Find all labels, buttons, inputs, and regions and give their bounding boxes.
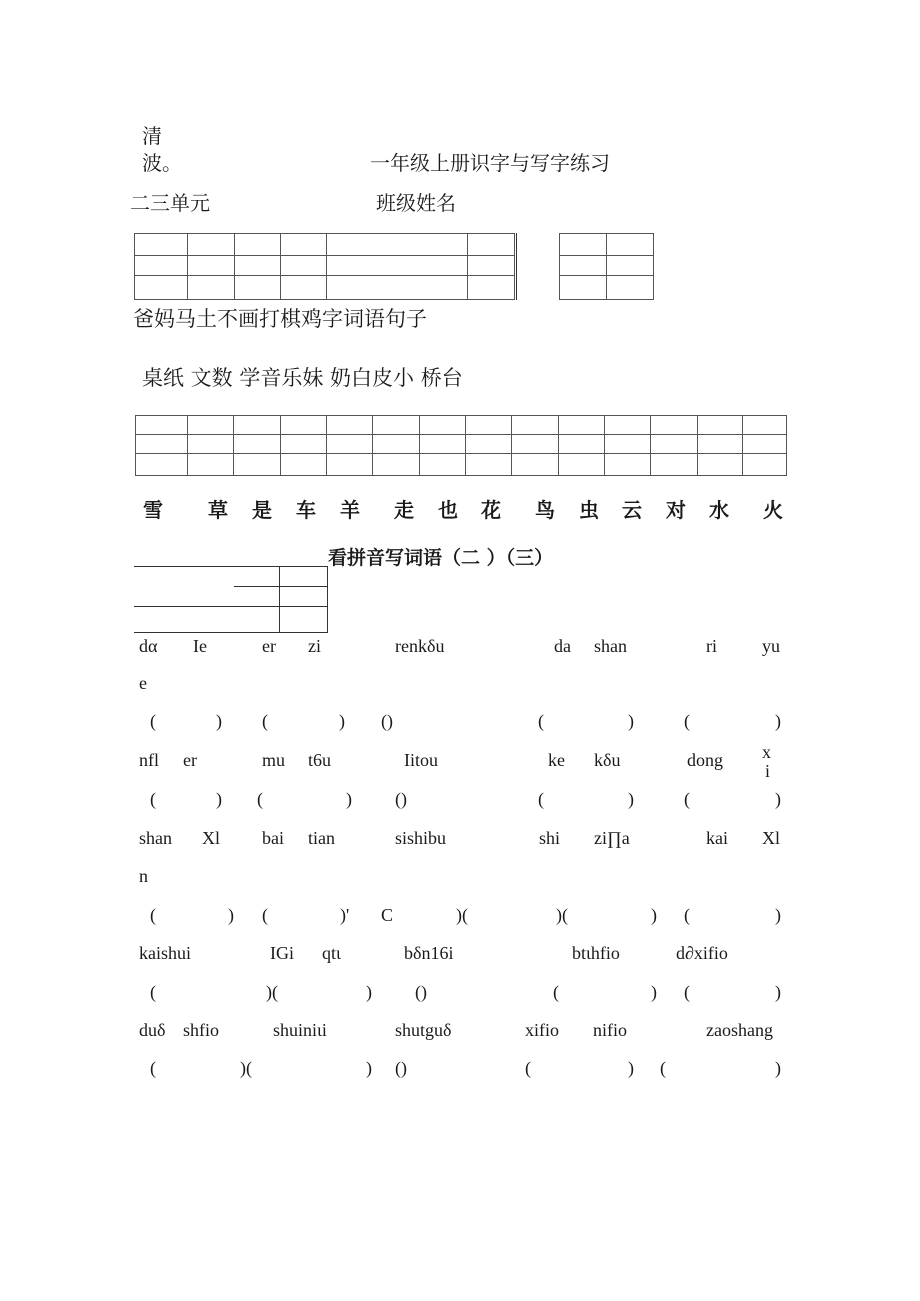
answer-paren: ) bbox=[216, 711, 222, 731]
grid-cut-edge-right bbox=[556, 300, 656, 303]
answer-paren: ) bbox=[651, 982, 657, 1002]
answer-paren: ) bbox=[775, 905, 781, 925]
table-line bbox=[134, 632, 328, 633]
answer-paren: ( bbox=[150, 1058, 156, 1078]
pinyin: da bbox=[554, 636, 571, 656]
table-line bbox=[234, 586, 328, 587]
answer-paren: ) bbox=[216, 789, 222, 809]
answer-paren: () bbox=[415, 982, 427, 1002]
answer-paren: ( bbox=[262, 905, 268, 925]
word-line-2: 桌纸 文数 学音乐妹 奶白皮小 桥台 bbox=[142, 366, 463, 390]
pinyin: er bbox=[262, 636, 276, 656]
answer-paren: ) bbox=[775, 789, 781, 809]
header-left-line2: 波。 bbox=[142, 151, 182, 175]
pinyin: qtι bbox=[322, 943, 341, 963]
table-line bbox=[327, 566, 328, 632]
bold-char: 水 bbox=[709, 498, 729, 522]
answer-paren: ( bbox=[684, 711, 690, 731]
pinyin: e bbox=[139, 673, 147, 693]
pinyin: er bbox=[183, 750, 197, 770]
pinyin: kai bbox=[706, 828, 728, 848]
header-left-line1: 清 bbox=[142, 124, 162, 148]
answer-paren: ) bbox=[366, 982, 372, 1002]
class-name-label: 班级姓名 bbox=[376, 191, 456, 215]
answer-paren: ) bbox=[775, 982, 781, 1002]
answer-paren: ) bbox=[628, 789, 634, 809]
pinyin: shfio bbox=[183, 1020, 219, 1040]
pinyin: btιhfio bbox=[572, 943, 620, 963]
answer-paren: ) bbox=[651, 905, 657, 925]
answer-paren: ( bbox=[538, 789, 544, 809]
pinyin: shi bbox=[539, 828, 561, 848]
answer-paren: ) bbox=[366, 1058, 372, 1078]
pinyin: IGi bbox=[270, 943, 294, 963]
answer-paren: () bbox=[381, 711, 393, 731]
answer-paren: ) bbox=[228, 905, 234, 925]
pinyin: tian bbox=[308, 828, 335, 848]
bold-char: 羊 bbox=[340, 498, 360, 522]
answer-paren: )( bbox=[556, 905, 568, 925]
section-title: 看拼音写词语（二 ）（三） bbox=[328, 547, 554, 569]
answer-paren: ( bbox=[525, 1058, 531, 1078]
answer-paren: )( bbox=[266, 982, 278, 1002]
pinyin: Iitou bbox=[404, 750, 438, 770]
bold-char: 花 bbox=[481, 498, 501, 522]
pinyin: Xl bbox=[202, 828, 220, 848]
pinyin: shan bbox=[594, 636, 627, 656]
pinyin: Xl bbox=[762, 828, 780, 848]
pinyin: zaoshang bbox=[706, 1020, 773, 1040]
table-line bbox=[279, 566, 280, 632]
pinyin: bδn16i bbox=[404, 943, 454, 963]
answer-paren: ( bbox=[684, 982, 690, 1002]
pinyin: i bbox=[765, 761, 771, 777]
pinyin: zi bbox=[308, 636, 321, 656]
bold-char: 车 bbox=[296, 498, 316, 522]
answer-paren: )( bbox=[240, 1058, 252, 1078]
answer-paren: ( bbox=[538, 711, 544, 731]
writing-grid-middle bbox=[135, 415, 787, 476]
bold-char: 鸟 bbox=[535, 498, 555, 522]
bold-char: 雪 bbox=[143, 498, 163, 522]
bold-char: 虫 bbox=[579, 498, 599, 522]
pinyin: xifio bbox=[525, 1020, 559, 1040]
answer-paren: ) bbox=[775, 1058, 781, 1078]
pinyin: ke bbox=[548, 750, 565, 770]
answer-paren: ( bbox=[257, 789, 263, 809]
bold-char: 草 bbox=[208, 498, 228, 522]
answer-paren: ( bbox=[150, 789, 156, 809]
answer-paren: ) bbox=[628, 1058, 634, 1078]
bold-char: 也 bbox=[438, 498, 458, 522]
answer-paren: ) bbox=[339, 711, 345, 731]
answer-paren: C bbox=[381, 905, 394, 925]
pinyin: shutguδ bbox=[395, 1020, 452, 1040]
table-line bbox=[134, 566, 328, 567]
pinyin: nfl bbox=[139, 750, 159, 770]
bold-char: 是 bbox=[252, 498, 272, 522]
unit-label: 二三单元 bbox=[130, 191, 210, 215]
answer-paren: ( bbox=[684, 905, 690, 925]
pinyin: t6u bbox=[308, 750, 332, 770]
table-line bbox=[134, 606, 328, 607]
pinyin: zi∏a bbox=[594, 828, 630, 848]
pinyin: n bbox=[139, 866, 148, 886]
pinyin: shuiniιi bbox=[273, 1020, 327, 1040]
answer-paren: ( bbox=[262, 711, 268, 731]
pinyin: renkδu bbox=[395, 636, 445, 656]
writing-grid-top-right bbox=[559, 233, 654, 300]
pinyin: ri bbox=[706, 636, 717, 656]
word-line-1: 爸妈马土不画打棋鸡字词语句子 bbox=[133, 307, 427, 331]
pinyin: shan bbox=[139, 828, 172, 848]
pinyin: dα bbox=[139, 636, 158, 656]
pinyin: dong bbox=[687, 750, 723, 770]
bold-char: 云 bbox=[622, 498, 642, 522]
answer-paren: )( bbox=[456, 905, 468, 925]
answer-paren: ( bbox=[553, 982, 559, 1002]
answer-paren: ( bbox=[684, 789, 690, 809]
bold-char: 走 bbox=[394, 498, 414, 522]
answer-paren: ) bbox=[628, 711, 634, 731]
pinyin: Ie bbox=[193, 636, 207, 656]
pinyin: sishibu bbox=[395, 828, 447, 848]
answer-paren: ( bbox=[150, 982, 156, 1002]
grid-double-border bbox=[516, 233, 517, 301]
pinyin: yu bbox=[762, 636, 780, 656]
answer-paren: ( bbox=[660, 1058, 666, 1078]
answer-paren: ) bbox=[775, 711, 781, 731]
pinyin: x bbox=[762, 742, 771, 762]
answer-paren: )' bbox=[340, 905, 350, 925]
answer-paren: ( bbox=[150, 905, 156, 925]
pinyin: duδ bbox=[139, 1020, 166, 1040]
pinyin: nifio bbox=[593, 1020, 627, 1040]
bold-char: 火 bbox=[763, 498, 783, 522]
pinyin: d∂xifio bbox=[676, 943, 728, 963]
page-title: 一年级上册识字与写字练习 bbox=[370, 151, 610, 175]
bold-char: 对 bbox=[666, 498, 686, 522]
pinyin: kaishui bbox=[139, 943, 191, 963]
pinyin: mu bbox=[262, 750, 286, 770]
answer-paren: () bbox=[395, 1058, 407, 1078]
answer-paren: () bbox=[395, 789, 407, 809]
pinyin: bai bbox=[262, 828, 284, 848]
writing-grid-top-left bbox=[134, 233, 515, 300]
answer-paren: ( bbox=[150, 711, 156, 731]
answer-paren: ) bbox=[346, 789, 352, 809]
pinyin: kδu bbox=[594, 750, 621, 770]
